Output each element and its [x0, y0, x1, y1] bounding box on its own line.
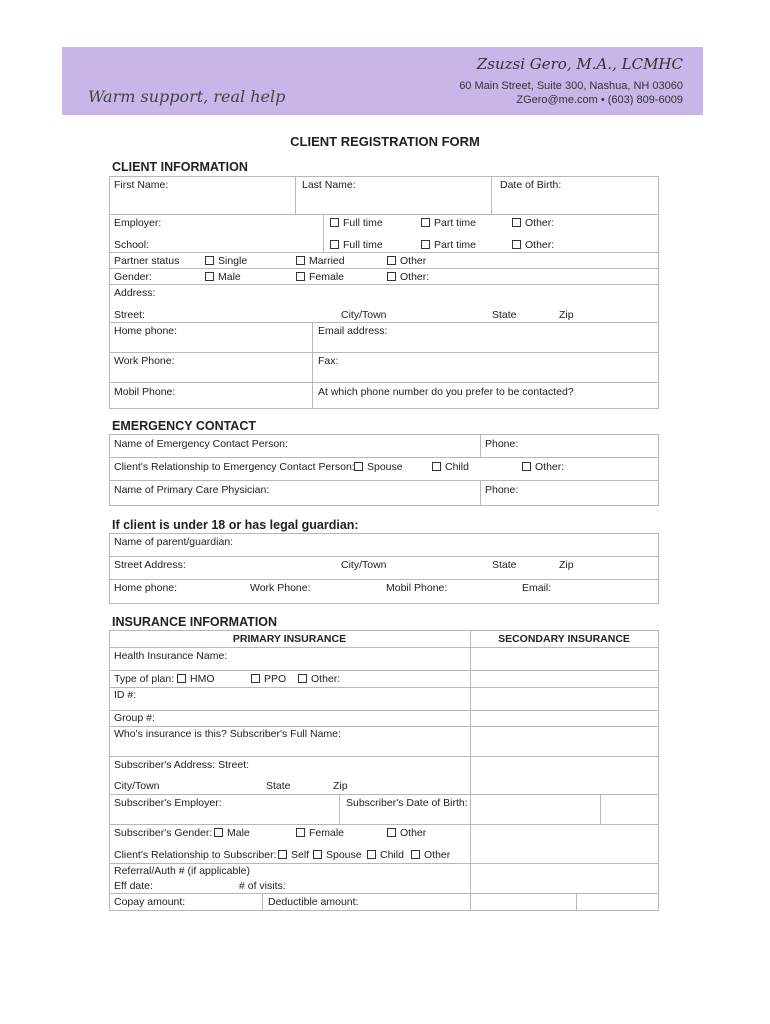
relationship-spouse[interactable]: Spouse: [313, 849, 362, 861]
subscriber-name-field[interactable]: Who's insurance is this? Subscriber's Full Name:: [114, 728, 341, 740]
practice-address: 60 Main Street, Suite 300, Nashua, NH 03060: [459, 80, 683, 92]
subscriber-gender-other[interactable]: Other: [387, 827, 426, 839]
plan-ppo[interactable]: PPO: [251, 673, 286, 685]
guardian-home-phone-field[interactable]: Home phone:: [114, 582, 178, 594]
checkbox-icon[interactable]: [313, 850, 322, 859]
street-field[interactable]: Street:: [114, 309, 145, 321]
checkbox-icon[interactable]: [432, 462, 441, 471]
deductible-field[interactable]: Deductible amount:: [268, 896, 359, 908]
gender-other[interactable]: Other:: [387, 271, 429, 283]
header-banner: [62, 47, 703, 115]
subscriber-employer-field[interactable]: Subscriber's Employer:: [114, 797, 222, 809]
subscriber-relationship-label: Client's Relationship to Subscriber:: [114, 849, 277, 861]
relationship-child[interactable]: Child: [367, 849, 404, 861]
mobile-phone-field[interactable]: Mobil Phone:: [114, 386, 176, 398]
group-number-field[interactable]: Group #:: [114, 712, 155, 724]
checkbox-icon[interactable]: [214, 828, 223, 837]
client-info-table: [109, 176, 659, 409]
guardian-section-title: If client is under 18 or has legal guardian:: [112, 518, 359, 532]
emergency-child[interactable]: Child: [432, 461, 469, 473]
tagline: Warm support, real help: [88, 87, 286, 106]
secondary-insurance-heading: SECONDARY INSURANCE: [498, 633, 630, 645]
home-phone-field[interactable]: Home phone:: [114, 325, 178, 337]
plan-other[interactable]: Other:: [298, 673, 340, 685]
first-name-field[interactable]: First Name:: [114, 179, 169, 191]
relationship-self[interactable]: Self: [278, 849, 309, 861]
guardian-email-field[interactable]: Email:: [522, 582, 552, 594]
checkbox-icon[interactable]: [387, 272, 396, 281]
subscriber-dob-field[interactable]: Subscriber's Date of Birth:: [346, 797, 468, 809]
last-name-field[interactable]: Last Name:: [302, 179, 356, 191]
school-part-time[interactable]: Part time: [421, 239, 476, 251]
copay-field[interactable]: Copay amount:: [114, 896, 186, 908]
checkbox-icon[interactable]: [296, 828, 305, 837]
email-field[interactable]: Email address:: [318, 325, 388, 337]
practice-contact: ZGero@me.com • (603) 809-6009: [516, 94, 683, 106]
checkbox-icon[interactable]: [421, 218, 430, 227]
subscriber-city-field[interactable]: City/Town: [114, 780, 160, 792]
partner-married[interactable]: Married: [296, 255, 345, 267]
checkbox-icon[interactable]: [330, 240, 339, 249]
guardian-state-field[interactable]: State: [492, 559, 517, 571]
checkbox-icon[interactable]: [354, 462, 363, 471]
subscriber-gender-female[interactable]: Female: [296, 827, 344, 839]
guardian-city-field[interactable]: City/Town: [341, 559, 387, 571]
checkbox-icon[interactable]: [387, 256, 396, 265]
employer-full-time[interactable]: Full time: [330, 217, 383, 229]
plan-type-label: Type of plan:: [114, 673, 175, 685]
checkbox-icon[interactable]: [387, 828, 396, 837]
checkbox-icon[interactable]: [278, 850, 287, 859]
guardian-work-phone-field[interactable]: Work Phone:: [250, 582, 311, 594]
school-field[interactable]: School:: [114, 239, 150, 251]
guardian-zip-field[interactable]: Zip: [559, 559, 574, 571]
partner-other[interactable]: Other: [387, 255, 426, 267]
gender-male[interactable]: Male: [205, 271, 241, 283]
physician-phone-field[interactable]: Phone:: [485, 484, 519, 496]
relationship-other[interactable]: Other: [411, 849, 450, 861]
checkbox-icon[interactable]: [251, 674, 260, 683]
checkbox-icon[interactable]: [298, 674, 307, 683]
employer-field[interactable]: Employer:: [114, 217, 162, 229]
gender-female[interactable]: Female: [296, 271, 344, 283]
checkbox-icon[interactable]: [421, 240, 430, 249]
checkbox-icon[interactable]: [512, 218, 521, 227]
visits-field[interactable]: # of visits:: [239, 880, 286, 892]
plan-hmo[interactable]: HMO: [177, 673, 215, 685]
guardian-street-field[interactable]: Street Address:: [114, 559, 186, 571]
health-insurance-name-field[interactable]: Health Insurance Name:: [114, 650, 228, 662]
school-full-time[interactable]: Full time: [330, 239, 383, 251]
preferred-phone-field[interactable]: At which phone number do you prefer to be contacted?: [318, 386, 574, 398]
subscriber-street-field[interactable]: Subscriber's Address: Street:: [114, 759, 250, 771]
practice-address-block: [459, 79, 683, 107]
checkbox-icon[interactable]: [411, 850, 420, 859]
practitioner-name: Zsuzsi Gero, M.A., LCMHC: [476, 55, 683, 73]
insurance-id-field[interactable]: ID #:: [114, 689, 137, 701]
insurance-section-title: INSURANCE INFORMATION: [112, 615, 278, 629]
checkbox-icon[interactable]: [205, 256, 214, 265]
state-field[interactable]: State: [492, 309, 517, 321]
guardian-name-field[interactable]: Name of parent/guardian:: [114, 536, 234, 548]
checkbox-icon[interactable]: [330, 218, 339, 227]
emergency-section-title: EMERGENCY CONTACT: [112, 419, 256, 433]
fax-field[interactable]: Fax:: [318, 355, 339, 367]
checkbox-icon[interactable]: [296, 272, 305, 281]
employer-part-time[interactable]: Part time: [421, 217, 476, 229]
subscriber-gender-male[interactable]: Male: [214, 827, 250, 839]
checkbox-icon[interactable]: [177, 674, 186, 683]
partner-single[interactable]: Single: [205, 255, 247, 267]
guardian-mobile-phone-field[interactable]: Mobil Phone:: [386, 582, 448, 594]
subscriber-zip-field[interactable]: Zip: [333, 780, 348, 792]
city-field[interactable]: City/Town: [341, 309, 387, 321]
work-phone-field[interactable]: Work Phone:: [114, 355, 175, 367]
checkbox-icon[interactable]: [296, 256, 305, 265]
physician-field[interactable]: Name of Primary Care Physician:: [114, 484, 270, 496]
partner-status-label: Partner status: [114, 255, 180, 267]
checkbox-icon[interactable]: [522, 462, 531, 471]
eff-date-field[interactable]: Eff date:: [114, 880, 153, 892]
emergency-other[interactable]: Other:: [522, 461, 564, 473]
emergency-spouse[interactable]: Spouse: [354, 461, 403, 473]
gender-label: Gender:: [114, 271, 152, 283]
school-other[interactable]: Other:: [512, 239, 554, 251]
client-section-title: CLIENT INFORMATION: [112, 160, 248, 174]
emergency-name-field[interactable]: Name of Emergency Contact Person:: [114, 438, 288, 450]
referral-auth-field[interactable]: Referral/Auth # (if applicable): [114, 865, 250, 877]
address-label: Address:: [114, 287, 156, 299]
subscriber-state-field[interactable]: State: [266, 780, 291, 792]
emergency-phone-field[interactable]: Phone:: [485, 438, 519, 450]
checkbox-icon[interactable]: [512, 240, 521, 249]
form-title: CLIENT REGISTRATION FORM: [290, 134, 480, 149]
employer-other[interactable]: Other:: [512, 217, 554, 229]
zip-field[interactable]: Zip: [559, 309, 574, 321]
checkbox-icon[interactable]: [367, 850, 376, 859]
subscriber-gender-label: Subscriber's Gender:: [114, 827, 213, 839]
primary-insurance-heading: PRIMARY INSURANCE: [232, 633, 347, 645]
emergency-relationship-label: Client's Relationship to Emergency Contact Person:: [114, 461, 355, 473]
checkbox-icon[interactable]: [205, 272, 214, 281]
dob-field[interactable]: Date of Birth:: [500, 179, 562, 191]
